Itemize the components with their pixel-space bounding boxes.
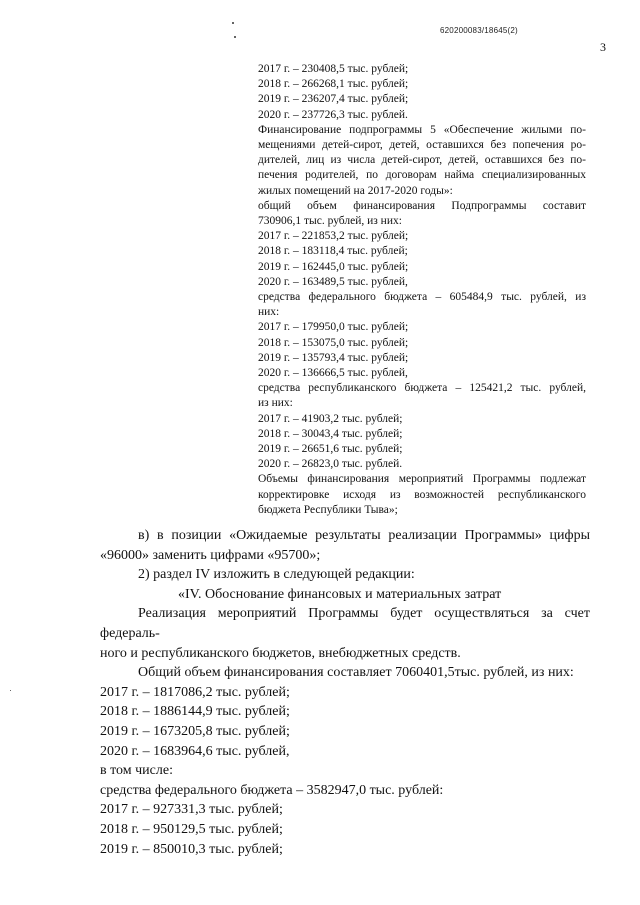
body-line: 2018 г. – 950129,5 тыс. рублей; bbox=[100, 821, 283, 837]
column-line: Финансирование подпрограммы 5 «Обеспечение жилыми по- bbox=[258, 123, 586, 136]
column-line: них: bbox=[258, 306, 280, 319]
column-line: 2018 г. – 30043,4 тыс. рублей; bbox=[258, 427, 403, 440]
scan-speck bbox=[232, 22, 234, 24]
column-line: 2017 г. – 221853,2 тыс. рублей; bbox=[258, 230, 409, 243]
body-line: 2017 г. – 1817086,2 тыс. рублей; bbox=[100, 684, 290, 700]
column-line: Объемы финансирования мероприятий Программы подлежат bbox=[258, 473, 586, 486]
main-text bbox=[100, 526, 590, 859]
body-line: ного и республиканского бюджетов, внебюджетных средств. bbox=[100, 645, 461, 661]
body-line: в том числе: bbox=[100, 763, 173, 779]
body-line: 2) раздел IV изложить в следующей редакции: bbox=[138, 567, 415, 583]
column-line: мещениями детей-сирот, детей, оставшихся без попечения ро- bbox=[258, 139, 586, 152]
body-line: Реализация мероприятий Программы будет осуществляться за счет федераль- bbox=[100, 606, 590, 641]
body-line: 2019 г. – 850010,3 тыс. рублей; bbox=[100, 841, 283, 857]
document-id: 620200083/18645(2) bbox=[440, 26, 518, 35]
section-heading: «IV. Обоснование финансовых и материальных затрат bbox=[178, 586, 502, 602]
column-line: 730906,1 тыс. рублей, из них: bbox=[258, 215, 402, 228]
column-line: 2017 г. – 41903,2 тыс. рублей; bbox=[258, 412, 403, 425]
column-line: 2020 г. – 237726,3 тыс. рублей. bbox=[258, 108, 408, 121]
scan-speck bbox=[10, 690, 11, 691]
column-line: жилых помещений на 2017-2020 годы»: bbox=[258, 184, 453, 197]
body-line: средства федерального бюджета – 3582947,0 тыс. рублей: bbox=[100, 782, 444, 798]
column-line: 2019 г. – 162445,0 тыс. рублей; bbox=[258, 260, 409, 273]
body-line: «96000» заменить цифрами «95700»; bbox=[100, 547, 321, 563]
body-line: 2017 г. – 927331,3 тыс. рублей; bbox=[100, 802, 283, 818]
column-line: корректировке исходя из возможностей республиканского bbox=[258, 488, 586, 501]
column-line: 2020 г. – 163489,5 тыс. рублей, bbox=[258, 275, 408, 288]
column-line: 2018 г. – 183118,4 тыс. рублей; bbox=[258, 245, 408, 258]
column-line: из них: bbox=[258, 397, 293, 410]
body-line: 2020 г. – 1683964,6 тыс. рублей, bbox=[100, 743, 290, 759]
body-line: в) в позиции «Ожидаемые результаты реализации Программы» цифры bbox=[138, 528, 590, 543]
column-line: 2017 г. – 230408,5 тыс. рублей; bbox=[258, 63, 409, 75]
page-number: 3 bbox=[600, 40, 606, 54]
column-line: средства федерального бюджета – 605484,9 тыс. рублей, из bbox=[258, 291, 586, 304]
column-line: 2019 г. – 236207,4 тыс. рублей; bbox=[258, 93, 409, 106]
column-line: 2019 г. – 135793,4 тыс. рублей; bbox=[258, 351, 409, 364]
column-line: общий объем финансирования Подпрограммы составит bbox=[258, 199, 586, 212]
scan-speck bbox=[234, 36, 236, 38]
body-line: 2018 г. – 1886144,9 тыс. рублей; bbox=[100, 704, 290, 720]
column-line: 2018 г. – 153075,0 тыс. рублей; bbox=[258, 336, 409, 349]
body-line: 2019 г. – 1673205,8 тыс. рублей; bbox=[100, 723, 290, 739]
column-line: 2020 г. – 26823,0 тыс. рублей. bbox=[258, 458, 403, 471]
column-line: 2018 г. – 266268,1 тыс. рублей; bbox=[258, 78, 409, 91]
column-line: 2019 г. – 26651,6 тыс. рублей; bbox=[258, 443, 403, 456]
column-line: бюджета Республики Тыва»; bbox=[258, 503, 398, 516]
column-line: средства республиканского бюджета – 125421,2 тыс. рублей, bbox=[258, 382, 586, 395]
column-line: дителей, лиц из числа детей-сирот, детей, оставшихся без по- bbox=[258, 154, 586, 167]
column-line: 2020 г. – 136666,5 тыс. рублей, bbox=[258, 367, 408, 380]
body-line: Общий объем финансирования составляет 7060401,5тыс. рублей, из них: bbox=[138, 665, 574, 681]
column-line: 2017 г. – 179950,0 тыс. рублей; bbox=[258, 321, 409, 334]
financing-column bbox=[258, 62, 586, 518]
column-line: печения родителей, по договорам найма специализированных bbox=[258, 169, 586, 182]
